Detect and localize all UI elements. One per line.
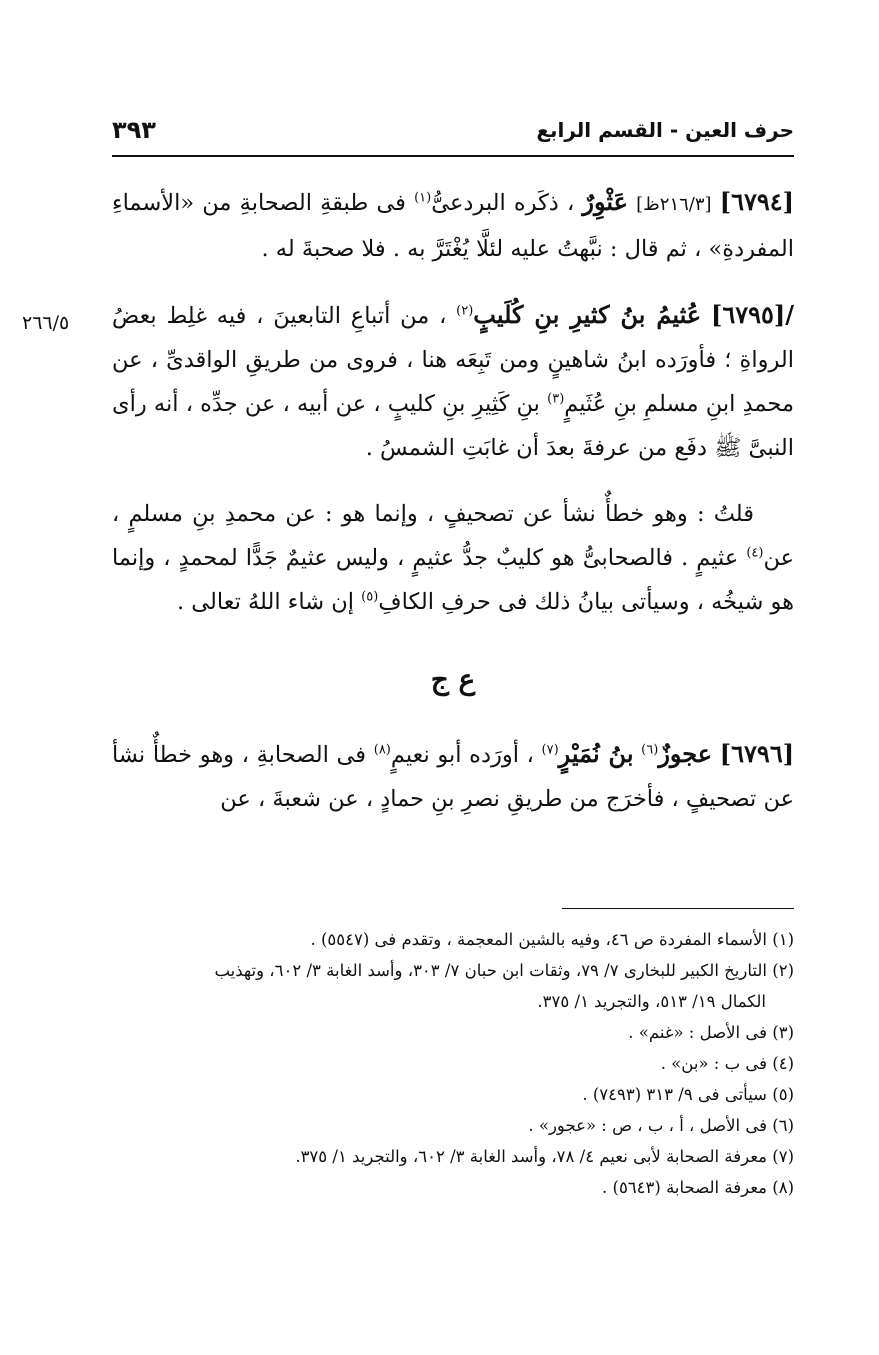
- header-title: حرف العين - القسم الرابع: [536, 118, 794, 142]
- entry-6795: [112, 293, 794, 470]
- entry-text: فى الصحابةِ ، وهو خطأٌ نشأ عن تصحيفٍ ، فأخرَج من طريقِ نصرِ بنِ حمادٍ ، عن شعبةَ ، عن: [112, 742, 794, 812]
- footnote-mark: (١): [772, 930, 794, 949]
- entry-number: /[٦٧٩٥]: [710, 300, 795, 329]
- page-number: ٣٩٣: [112, 116, 156, 144]
- footnote-marker[interactable]: (٥): [361, 589, 379, 605]
- footnote: [112, 1110, 794, 1141]
- running-header: [112, 112, 794, 148]
- footnote-text: فى ب : «بن» .: [660, 1054, 767, 1073]
- commentary-text: عثيمٍ . فالصحابىُّ هو كليبٌ جدُّ عثيمٍ ، وليس عثيمٌ جَدًّا لمحمدٍ ، وإنما هو شيخُه ، وسيأتى بيانُ ذلك فى حرفِ الكافِ: [112, 545, 794, 615]
- footnote-marker[interactable]: (٣): [547, 391, 565, 407]
- footnotes: [112, 924, 794, 1203]
- entry-text: ، من أتباعِ التابعينَ ، فيه غلِط بعضُ الرواةِ ؛ فأورَده ابنُ شاهينٍ ومن تَبِعَه هنا ، فروى من طريقِ الواقدىِّ ، عن محمدِ ابنِ مسلمِ بنِ عُثَيمٍ: [112, 303, 794, 417]
- footnote: [112, 1141, 794, 1172]
- footnote-continuation: الكمال ١٩/ ٥١٣، والتجريد ١/ ٣٧٥.: [537, 992, 766, 1011]
- footnote-mark: (٦): [772, 1116, 794, 1135]
- commentary-text: قلتُ : وهو خطأٌ نشأ عن تصحيفٍ ، وإنما هو : عن محمدِ بنِ مسلمٍ ، عن: [112, 501, 795, 571]
- header-divider: [112, 155, 794, 157]
- entry-name-continued: بنُ نُمَيْرٍ: [558, 739, 634, 768]
- footnote-mark: (٨): [772, 1178, 794, 1197]
- entry-number: [٦٧٩٦]: [719, 739, 795, 768]
- footnote-mark: (٧): [772, 1147, 794, 1166]
- entry-6794: [112, 180, 794, 271]
- footnote-text: التاريخ الكبير للبخارى ٧/ ٧٩، وثقات ابن حبان ٧/ ٣٠٣، وأسد الغابة ٣/ ٦٠٢، وتهذيب: [214, 961, 767, 980]
- entry-text: بنِ كَثِيرِ بنِ كليبٍ ، عن أبيه ، عن جدِّه ، أنه رأى النبىَّ ﷺ دفَع من عرفةَ بعدَ أن غابَتِ الشمسُ .: [112, 391, 794, 461]
- entry-name: عُثيمُ بنُ كثيرِ بنِ كُلَيبٍ: [473, 300, 702, 329]
- footnote: [112, 1048, 794, 1079]
- footnote-text: سيأتى فى ٩/ ٣١٣ (٧٤٩٣) .: [582, 1085, 767, 1104]
- footnote-mark: (٥): [772, 1085, 794, 1104]
- footnote-text: فى الأصل : «غنم» .: [628, 1023, 767, 1042]
- footnote-marker[interactable]: (٨): [373, 742, 391, 758]
- footnote: [112, 1172, 794, 1203]
- footnote: [112, 1079, 794, 1110]
- entry-number: [٦٧٩٤]: [719, 187, 794, 216]
- footnote-mark: (٣): [772, 1023, 794, 1042]
- footnote-mark: (٢): [772, 961, 794, 980]
- footnote-text: معرفة الصحابة (٥٦٤٣) .: [602, 1178, 767, 1197]
- entry-name: عجوزٌ: [658, 739, 713, 768]
- margin-reference: ٢٦٦/٥: [22, 312, 70, 334]
- footnote: [112, 955, 794, 1017]
- footnote: [112, 924, 794, 955]
- footnote-marker[interactable]: (٤): [746, 545, 764, 561]
- section-heading: ع ج: [430, 663, 476, 696]
- main-text: [112, 180, 794, 843]
- entry-name: عَثْوِرٌ: [582, 187, 628, 216]
- footnote-marker[interactable]: (٢): [456, 303, 474, 319]
- footnote: [112, 1017, 794, 1048]
- entry-text: ، أورَده أبو نعيمٍ: [390, 742, 534, 768]
- commentary-paragraph: [112, 492, 794, 624]
- footnote-text: الأسماء المفردة ص ٤٦، وفيه بالشين المعجمة ، وتقدم فى (٥٥٤٧) .: [310, 930, 767, 949]
- footnote-divider: [562, 908, 794, 909]
- footnote-marker[interactable]: (٦): [641, 742, 659, 758]
- footnote-text: معرفة الصحابة لأبى نعيم ٤/ ٧٨، وأسد الغابة ٣/ ٦٠٢، والتجريد ١/ ٣٧٥.: [295, 1147, 767, 1166]
- footnote-marker[interactable]: (٧): [541, 742, 559, 758]
- footnote-text: فى الأصل ، أ ، ب ، ص : «عجور» .: [528, 1116, 767, 1135]
- entry-6796: [112, 732, 794, 821]
- manuscript-reference: [٢١٦/٣ظ]: [636, 194, 712, 215]
- entry-text: فى طبقةِ الصحابةِ من «الأسماءِ المفردةِ» ، ثم قال : نبَّهتُ عليه لئلَّا يُغْتَرَّ به . فلا صحبةَ له .: [112, 190, 794, 262]
- commentary-text: إن شاء اللهُ تعالى .: [176, 589, 354, 615]
- footnote-marker[interactable]: (١): [414, 190, 432, 206]
- footnote-mark: (٤): [772, 1054, 794, 1073]
- entry-text: ، ذكَره البردعىُّ: [431, 190, 575, 216]
